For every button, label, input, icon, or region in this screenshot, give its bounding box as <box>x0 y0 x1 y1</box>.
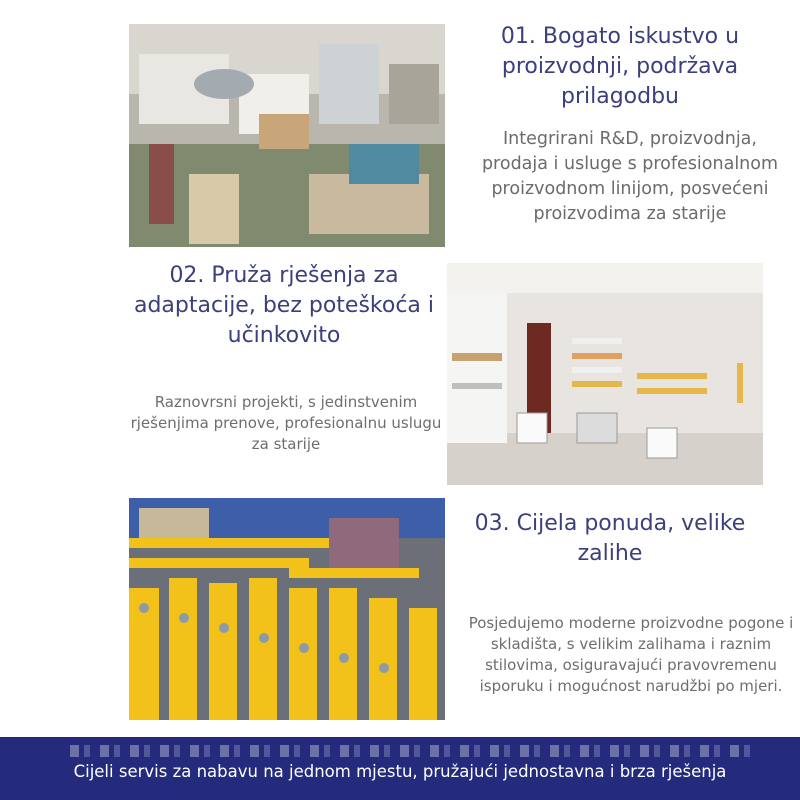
footer-ghost-text <box>70 745 750 757</box>
factory-photo <box>129 24 445 247</box>
section-1-title: 01. Bogato iskustvo u proizvodnji, podržava prilagodbu <box>500 24 740 109</box>
showroom-photo <box>447 263 763 485</box>
footer-text: Cijeli servis za nabavu na jednom mjestu, pružajući jednostavna i brza rješenja <box>73 762 727 781</box>
section-3-text: Posjedujemo moderne proizvodne pogone i skladišta, s velikim zalihama i raznim stilovima, osiguravajući pravovremenu isporuku i mogućnost narudžbi po mjeri. <box>468 614 794 695</box>
section-3-title: 03. Cijela ponuda, velike zalihe <box>474 511 746 566</box>
section-2-text: Raznovrsni projekti, s jedinstvenim rješenjima prenove, profesionalnu uslugu za starije <box>130 393 442 453</box>
section-1-text: Integrirani R&D, proizvodnja, prodaja i usluge s profesionalnom proizvodnom linijom, posvećeni proizvodima za starije <box>481 129 779 224</box>
warehouse-photo <box>129 498 445 720</box>
section-2-title: 02. Pruža rješenja za adaptacije, bez poteškoća i učinkovito <box>133 263 435 348</box>
footer-banner <box>0 737 800 800</box>
